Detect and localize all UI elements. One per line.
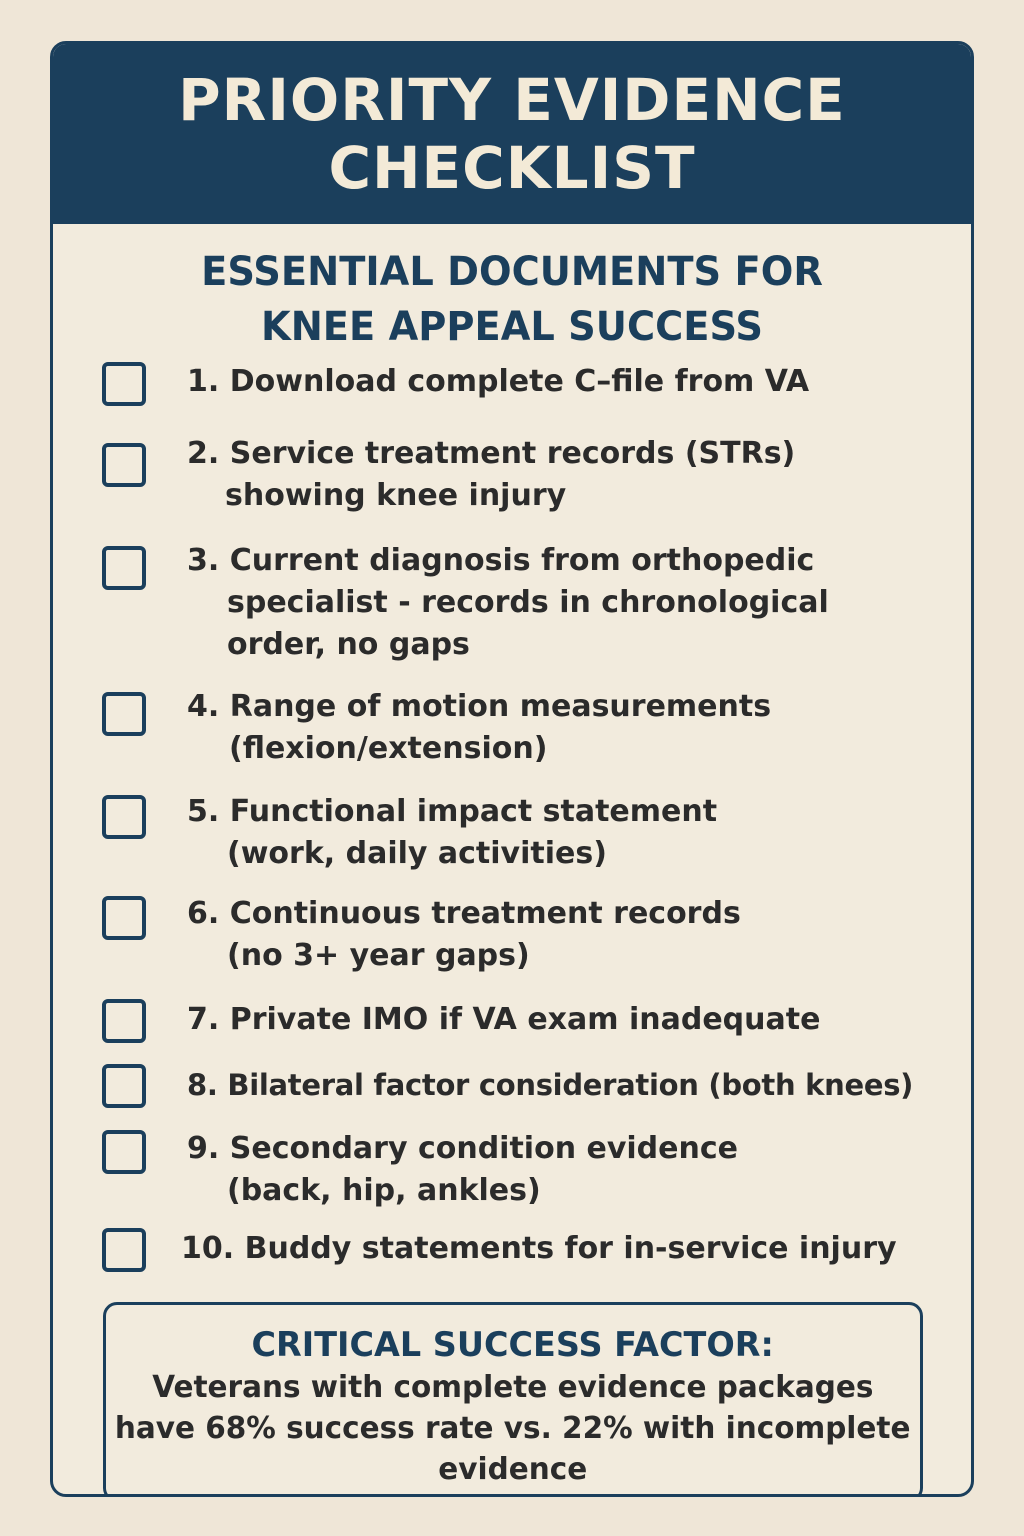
item-number: 10. (181, 1231, 235, 1266)
checklist-item-4-text (187, 686, 771, 770)
checkbox-7[interactable] (102, 999, 146, 1043)
item-line: Service treatment records (STRs) (229, 436, 796, 471)
critical-success-body (106, 1367, 920, 1490)
checkbox-4[interactable] (102, 692, 146, 736)
subtitle-line-2: KNEE APPEAL SUCCESS (260, 304, 764, 350)
critical-success-box (103, 1302, 923, 1497)
checklist-item-10-text (181, 1228, 897, 1270)
checklist-item-3-text (187, 540, 829, 666)
item-line: showing knee injury (225, 478, 567, 513)
footer-line: evidence (438, 1452, 588, 1487)
item-line: Current diagnosis from orthopedic (229, 543, 815, 578)
footer-line: Veterans with complete evidence packages (152, 1370, 874, 1405)
checklist-item-9-text (187, 1128, 738, 1212)
checkbox-1[interactable] (102, 362, 146, 406)
item-number: 3. (187, 543, 220, 578)
item-line: order, no gaps (227, 627, 470, 662)
critical-success-title: CRITICAL SUCCESS FACTOR: (251, 1325, 775, 1365)
item-line: Private IMO if VA exam inadequate (229, 1002, 821, 1037)
checklist-item-7-text (187, 999, 820, 1041)
checklist-item-8-text (187, 1064, 913, 1106)
item-number: 9. (187, 1131, 220, 1166)
checkbox-2[interactable] (102, 443, 146, 487)
item-line: (back, hip, ankles) (227, 1173, 541, 1208)
checklist-card (50, 41, 974, 1497)
page-title-line-2: CHECKLIST (328, 134, 696, 202)
item-line: (work, daily activities) (227, 836, 607, 871)
item-number: 7. (187, 1002, 220, 1037)
item-line: (flexion/extension) (229, 731, 548, 766)
checklist-item-2-text (187, 433, 795, 517)
checkbox-9[interactable] (102, 1130, 146, 1174)
item-number: 8. (187, 1068, 218, 1102)
item-line: Continuous treatment records (229, 896, 741, 931)
page-title-line-1: PRIORITY EVIDENCE (178, 66, 846, 134)
checkbox-8[interactable] (102, 1064, 146, 1108)
header-banner (53, 44, 971, 224)
checkbox-3[interactable] (102, 546, 146, 590)
subtitle (53, 245, 971, 355)
item-line: Buddy statements for in-service injury (244, 1231, 897, 1266)
item-line: (no 3+ year gaps) (227, 938, 530, 973)
checkbox-6[interactable] (102, 896, 146, 940)
item-line: Download complete C–file from VA (229, 364, 810, 399)
item-number: 4. (187, 689, 220, 724)
checklist-item-6-text (187, 893, 741, 977)
footer-line: have 68% success rate vs. 22% with incomplete (115, 1411, 911, 1446)
checklist-item-1-text (187, 361, 809, 403)
checkbox-5[interactable] (102, 795, 146, 839)
item-line: specialist - records in chronological (227, 585, 829, 620)
item-line: Functional impact statement (229, 794, 718, 829)
checklist-item-5-text (187, 791, 717, 875)
item-number: 2. (187, 436, 220, 471)
item-number: 5. (187, 794, 220, 829)
item-number: 1. (187, 364, 220, 399)
item-line: Range of motion measurements (229, 689, 772, 724)
subtitle-line-1: ESSENTIAL DOCUMENTS FOR (201, 249, 823, 295)
checkbox-10[interactable] (102, 1228, 146, 1272)
item-number: 6. (187, 896, 220, 931)
item-line: Secondary condition evidence (229, 1131, 738, 1166)
item-line: Bilateral factor consideration (both knees) (227, 1068, 914, 1102)
